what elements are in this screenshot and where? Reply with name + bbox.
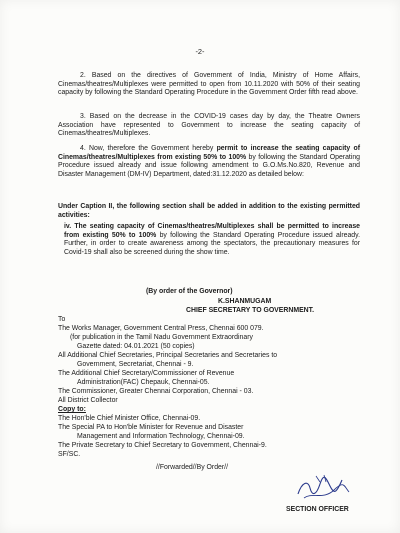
recipient-line: Gazette dated: 04.01.2021 (50 copies) <box>77 343 195 350</box>
recipient-line: All District Collector <box>58 397 118 404</box>
recipient-line: Government, Secretariat, Chennai - 9. <box>77 361 194 368</box>
section-officer: SECTION OFFICER <box>286 506 349 513</box>
copy-to-line: The Hon'ble Chief Minister Office, Chennai-09. <box>58 415 201 422</box>
recipient-line: All Additional Chief Secretaries, Principal Secretaries and Secretaries to <box>58 352 278 359</box>
para4-bold: permit to increase the seating capacity of Cinemas/theatres/Multiplexes from existing 50% to 100% <box>58 145 360 161</box>
para4-lead: 4. Now, therefore the Government hereby <box>80 145 217 152</box>
recipient-line: (for publication in the Tamil Nadu Government Extraordinary <box>70 334 253 341</box>
recipient-line: The Additional Chief Secretary/Commissioner of Revenue <box>58 370 235 377</box>
forwarded-line: //Forwarded//By Order// <box>156 464 228 471</box>
item-iv <box>64 223 360 257</box>
para4-rest: by following the Standard Operating Procedure issued already and issue following amendment to G.O.Ms.No.820, Revenue and Disaster Management (DM-IV) Department, dated:31.12.2020 as detailed below: <box>58 153 361 178</box>
paragraph-4 <box>58 145 360 179</box>
recipient-line: The Works Manager, Government Central Press, Chennai 600 079. <box>58 325 264 332</box>
handwritten-signature <box>294 472 352 502</box>
recipient-line: The Commissioner, Greater Chennai Corporation, Chennai - 03. <box>58 388 254 395</box>
caption-heading: Under Caption II, the following section shall be added in addition to the existing permitted activities: <box>58 203 360 219</box>
paragraph-2: 2. Based on the directives of Government of India, Ministry of Home Affairs, Cinemas/theatres/Multiplexes were permitted to open from 10.11.2020 with 50% of their seating capacity by following the Standard Operating Procedure in the Government Order fifth read above. <box>58 72 360 97</box>
page-number: -2- <box>195 47 205 56</box>
copy-to-line: The Special PA to Hon'ble Minister for Revenue and Disaster <box>58 424 244 431</box>
item-iv-bold: iv. The seating capacity of Cinemas/theatres/Multiplexes shall be permitted to increase from existing 50% to 100% <box>64 223 360 239</box>
signatory-name: K.SHANMUGAM <box>218 298 272 305</box>
order-line: (By order of the Governor) <box>146 288 233 295</box>
copy-to-line: Management and Information Technology, Chennai-09. <box>77 433 245 440</box>
paragraph-3: 3. Based on the decrease in the COVID-19 cases day by day, the Theatre Owners Association have represented to Government to increase the seating capacity of Cinemas/theatres/Multiplexes. <box>58 113 360 138</box>
copy-to-line: The Private Secretary to Chief Secretary to Government, Chennai-9. <box>58 442 267 449</box>
signatory-title: CHIEF SECRETARY TO GOVERNMENT. <box>186 307 314 314</box>
recipient-line: Administration(FAC) Chepauk, Chennai-05. <box>77 379 210 386</box>
to-label: To <box>58 316 66 323</box>
copy-to-label: Copy to: <box>58 406 86 413</box>
item-iv-rest: by following the Standard Operating Procedure issued already. Further, in order to create awareness among the spectators, the precautionary measures for Covid-19 shall also be screened during the show time. <box>64 231 360 256</box>
copy-to-line: SF/SC. <box>58 451 81 458</box>
